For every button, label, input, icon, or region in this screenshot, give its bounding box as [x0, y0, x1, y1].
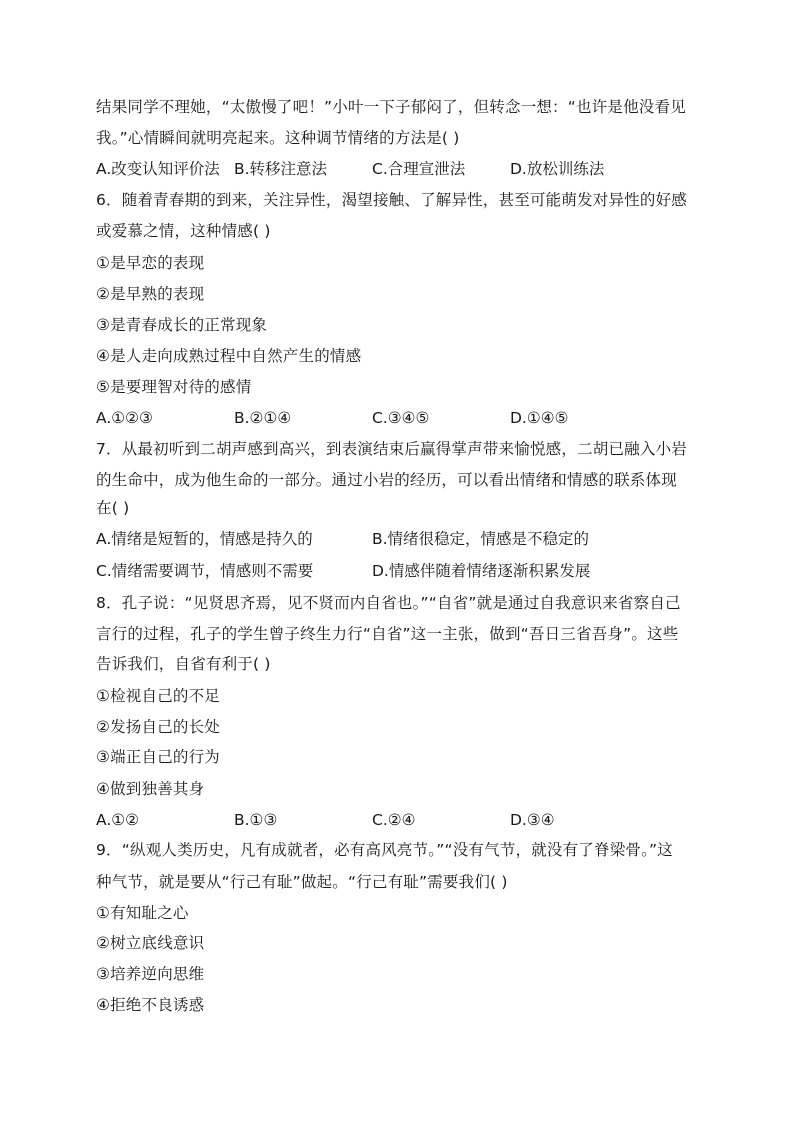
q6-item-3: ③是青春成长的正常现象 — [96, 316, 268, 334]
q6-stem-line-1: 6．随着青春期的到来，关注异性，渴望接触、了解异性，甚至可能萌发对异性的好感 — [96, 191, 687, 209]
q8-stem-line-2: 言行的过程，孔子的学生曾子终生力行“自省”这一主张，做到“吾日三省吾身”。这些 — [96, 625, 679, 643]
q7-stem-line-3: 在( ) — [96, 499, 130, 517]
q8-option-c[interactable]: C.②④ — [372, 811, 416, 829]
q5-option-c[interactable]: C.合理宣泄法 — [372, 160, 466, 178]
q6-option-d[interactable]: D.①④⑤ — [510, 409, 569, 427]
q9-item-2: ②树立底线意识 — [96, 934, 205, 952]
q7-option-d[interactable]: D.情感伴随着情绪逐渐积累发展 — [372, 562, 591, 580]
q8-stem-line-3: 告诉我们，自省有利于( ) — [96, 655, 271, 673]
q7-option-a[interactable]: A.情绪是短暂的，情感是持久的 — [96, 530, 313, 548]
q8-option-a[interactable]: A.①② — [96, 811, 140, 829]
q5-stem-line-1: 结果同学不理她，“太傲慢了吧！”小叶一下子郁闷了，但转念一想：“也许是他没看见 — [96, 98, 686, 116]
q6-item-2: ②是早熟的表现 — [96, 285, 205, 303]
q5-stem-line-2: 我。”心情瞬间就明亮起来。这种调节情绪的方法是( ) — [96, 129, 460, 147]
q5-option-d[interactable]: D.放松训练法 — [510, 160, 605, 178]
q8-option-b[interactable]: B.①③ — [234, 811, 278, 829]
q9-stem-line-2: 种气节，就是要从“行己有耻”做起。“行己有耻”需要我们( ) — [96, 873, 508, 891]
q8-stem-line-1: 8．孔子说：“见贤思齐焉，见不贤而内自省也。”“自省”就是通过自我意识来省察自己 — [96, 594, 681, 612]
q6-item-1: ①是早恋的表现 — [96, 254, 205, 272]
q6-option-c[interactable]: C.③④⑤ — [372, 409, 430, 427]
q8-item-4: ④做到独善其身 — [96, 780, 205, 798]
q5-option-b[interactable]: B.转移注意法 — [234, 160, 328, 178]
q7-option-c[interactable]: C.情绪需要调节，情感则不需要 — [96, 562, 314, 580]
q8-item-3: ③端正自己的行为 — [96, 748, 220, 766]
q8-item-2: ②发扬自己的长处 — [96, 718, 220, 736]
q5-option-a[interactable]: A.改变认知评价法 — [96, 160, 220, 178]
q7-stem-line-2: 的生命中，成为他生命的一部分。通过小岩的经历，可以看出情绪和情感的联系体现 — [96, 471, 677, 489]
q6-option-a[interactable]: A.①②③ — [96, 409, 153, 427]
q6-item-5: ⑤是要理智对待的感情 — [96, 378, 252, 396]
q6-stem-line-2: 或爱慕之情，这种情感( ) — [96, 222, 271, 240]
q9-stem-line-1: 9．“纵观人类历史，凡有成就者，必有高风亮节。”“没有气节，就没有了脊梁骨。”这 — [96, 841, 673, 859]
q8-option-d[interactable]: D.③④ — [510, 811, 555, 829]
q6-option-b[interactable]: B.②①④ — [234, 409, 292, 427]
q8-item-1: ①检视自己的不足 — [96, 687, 220, 705]
q6-item-4: ④是人走向成熟过程中自然产生的情感 — [96, 347, 362, 365]
q7-stem-line-1: 7．从最初听到二胡声感到高兴，到表演结束后赢得掌声带来愉悦感，二胡已融入小岩 — [96, 440, 687, 458]
q7-option-b[interactable]: B.情绪很稳定，情感是不稳定的 — [372, 530, 590, 548]
q9-item-4: ④拒绝不良诱惑 — [96, 996, 205, 1014]
q9-item-3: ③培养逆向思维 — [96, 965, 205, 983]
q9-item-1: ①有知耻之心 — [96, 904, 189, 922]
